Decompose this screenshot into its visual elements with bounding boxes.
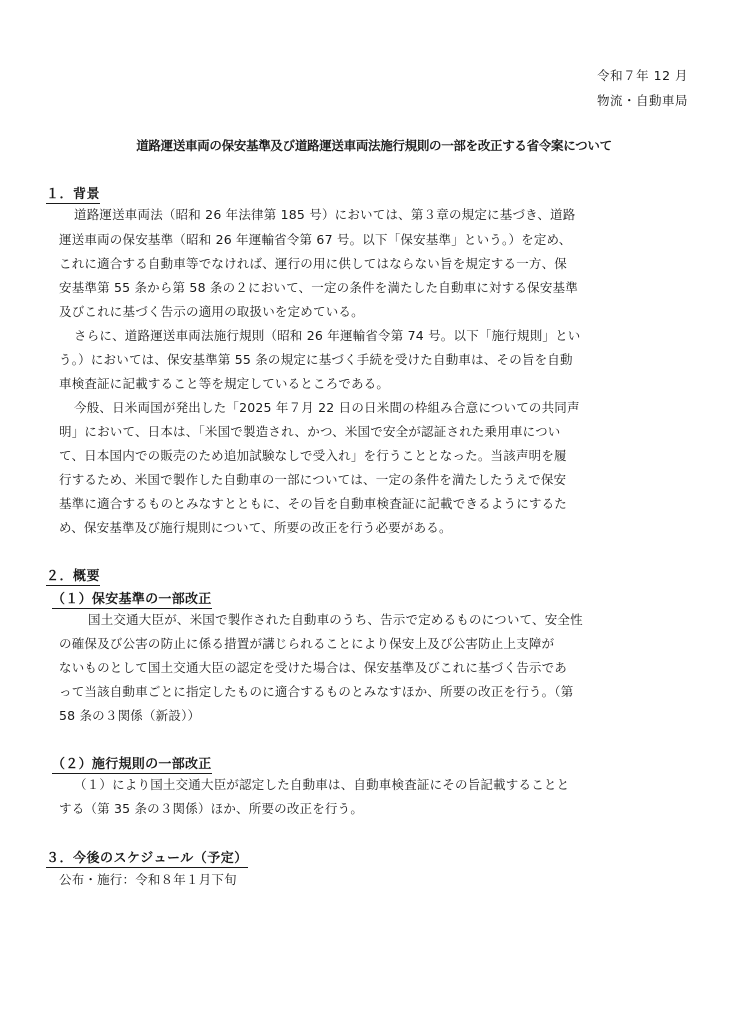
section-2-heading: ２．概要 — [46, 565, 100, 586]
subsection-2-heading-text: （２）施行規則の一部改正 — [52, 757, 212, 772]
section-1-line: て、日本国内での販売のため追加試験なしで受入れ」を行うこととなった。当該声明を履 — [59, 448, 567, 463]
section-1-line: 基準に適合するものとみなすとともに、その旨を自動車検査証に記載できるようにするた — [59, 496, 568, 511]
section-1-line: 安基準第 55 条から第 58 条の２において、一定の条件を満たした自動車に対する保安基準 — [59, 280, 578, 295]
subsection-1-line: 国土交通大臣が、米国で製作された自動車のうち、告示で定めるものについて、安全性 — [88, 612, 583, 627]
subsection-1-heading — [52, 588, 212, 607]
section-1-line: さらに、道路運送車両法施行規則（昭和 26 年運輸省令第 74 号。以下「施行規則」とい — [74, 328, 581, 343]
document-title: 道路運送車両の保安基準及び道路運送車両法施行規則の一部を改正する省令案について — [136, 138, 612, 153]
section-1-line: 今般、日米両国が発出した「2025 年７月 22 日の日米間の枠組み合意についての共同声 — [74, 400, 580, 415]
section-1-line: 車検査証に記載すること等を規定しているところである。 — [59, 376, 390, 391]
subsection-1-line: ないものとして国土交通大臣の認定を受けた場合は、保安基準及びこれに基づく告示であ — [59, 660, 568, 675]
section-1-line: これに適合する自動車等でなければ、運行の用に供してはならない旨を規定する一方、保 — [59, 256, 568, 271]
section-1-heading: １．背景 — [46, 183, 100, 204]
section-1-line: 道路運送車両法（昭和 26 年法律第 185 号）においては、第３章の規定に基づき、道路 — [74, 207, 576, 222]
section-1-line: 運送車両の保安基準（昭和 26 年運輸省令第 67 号。以下「保安基準」という。）を定め、 — [59, 232, 572, 247]
section-1-line: め、保安基準及び施行規則について、所要の改正を行う必要がある。 — [59, 520, 452, 535]
subsection-2-heading — [52, 753, 212, 772]
section-1-line: 及びこれに基づく告示の適用の取扱いを定めている。 — [59, 304, 364, 319]
subsection-1-line: って当該自動車ごとに指定したものに適合するものとみなすほか、所要の改正を行う。（第 — [59, 684, 574, 699]
section-1-line: 明」において、日本は、「米国で製造され、かつ、米国で安全が認証された乗用車につい — [59, 424, 561, 439]
section-3-heading: ３．今後のスケジュール（予定） — [46, 847, 248, 868]
issuing-department: 物流・自動車局 — [596, 93, 688, 108]
schedule-line: 公布・施行：令和８年１月下旬 — [59, 872, 237, 887]
subsection-1-line: 58 条の３関係（新設）） — [59, 708, 201, 723]
document-date: 令和７年 12 月 — [597, 68, 688, 83]
subsection-2-line: する（第 35 条の３関係）ほか、所要の改正を行う。 — [59, 801, 364, 816]
subsection-1-heading-text: （１）保安基準の一部改正 — [52, 592, 212, 607]
subsection-1-line: の確保及び公害の防止に係る措置が講じられることにより保安上及び公害防止上支障が — [59, 636, 555, 651]
subsection-2-line: （１）により国土交通大臣が認定した自動車は、自動車検査証にその旨記載することと — [74, 777, 570, 792]
section-1-line: う。）においては、保安基準第 55 条の規定に基づく手続を受けた自動車は、その旨を自動 — [59, 352, 573, 367]
section-1-line: 行するため、米国で製作した自動車の一部については、一定の条件を満たしたうえで保安 — [59, 472, 567, 487]
